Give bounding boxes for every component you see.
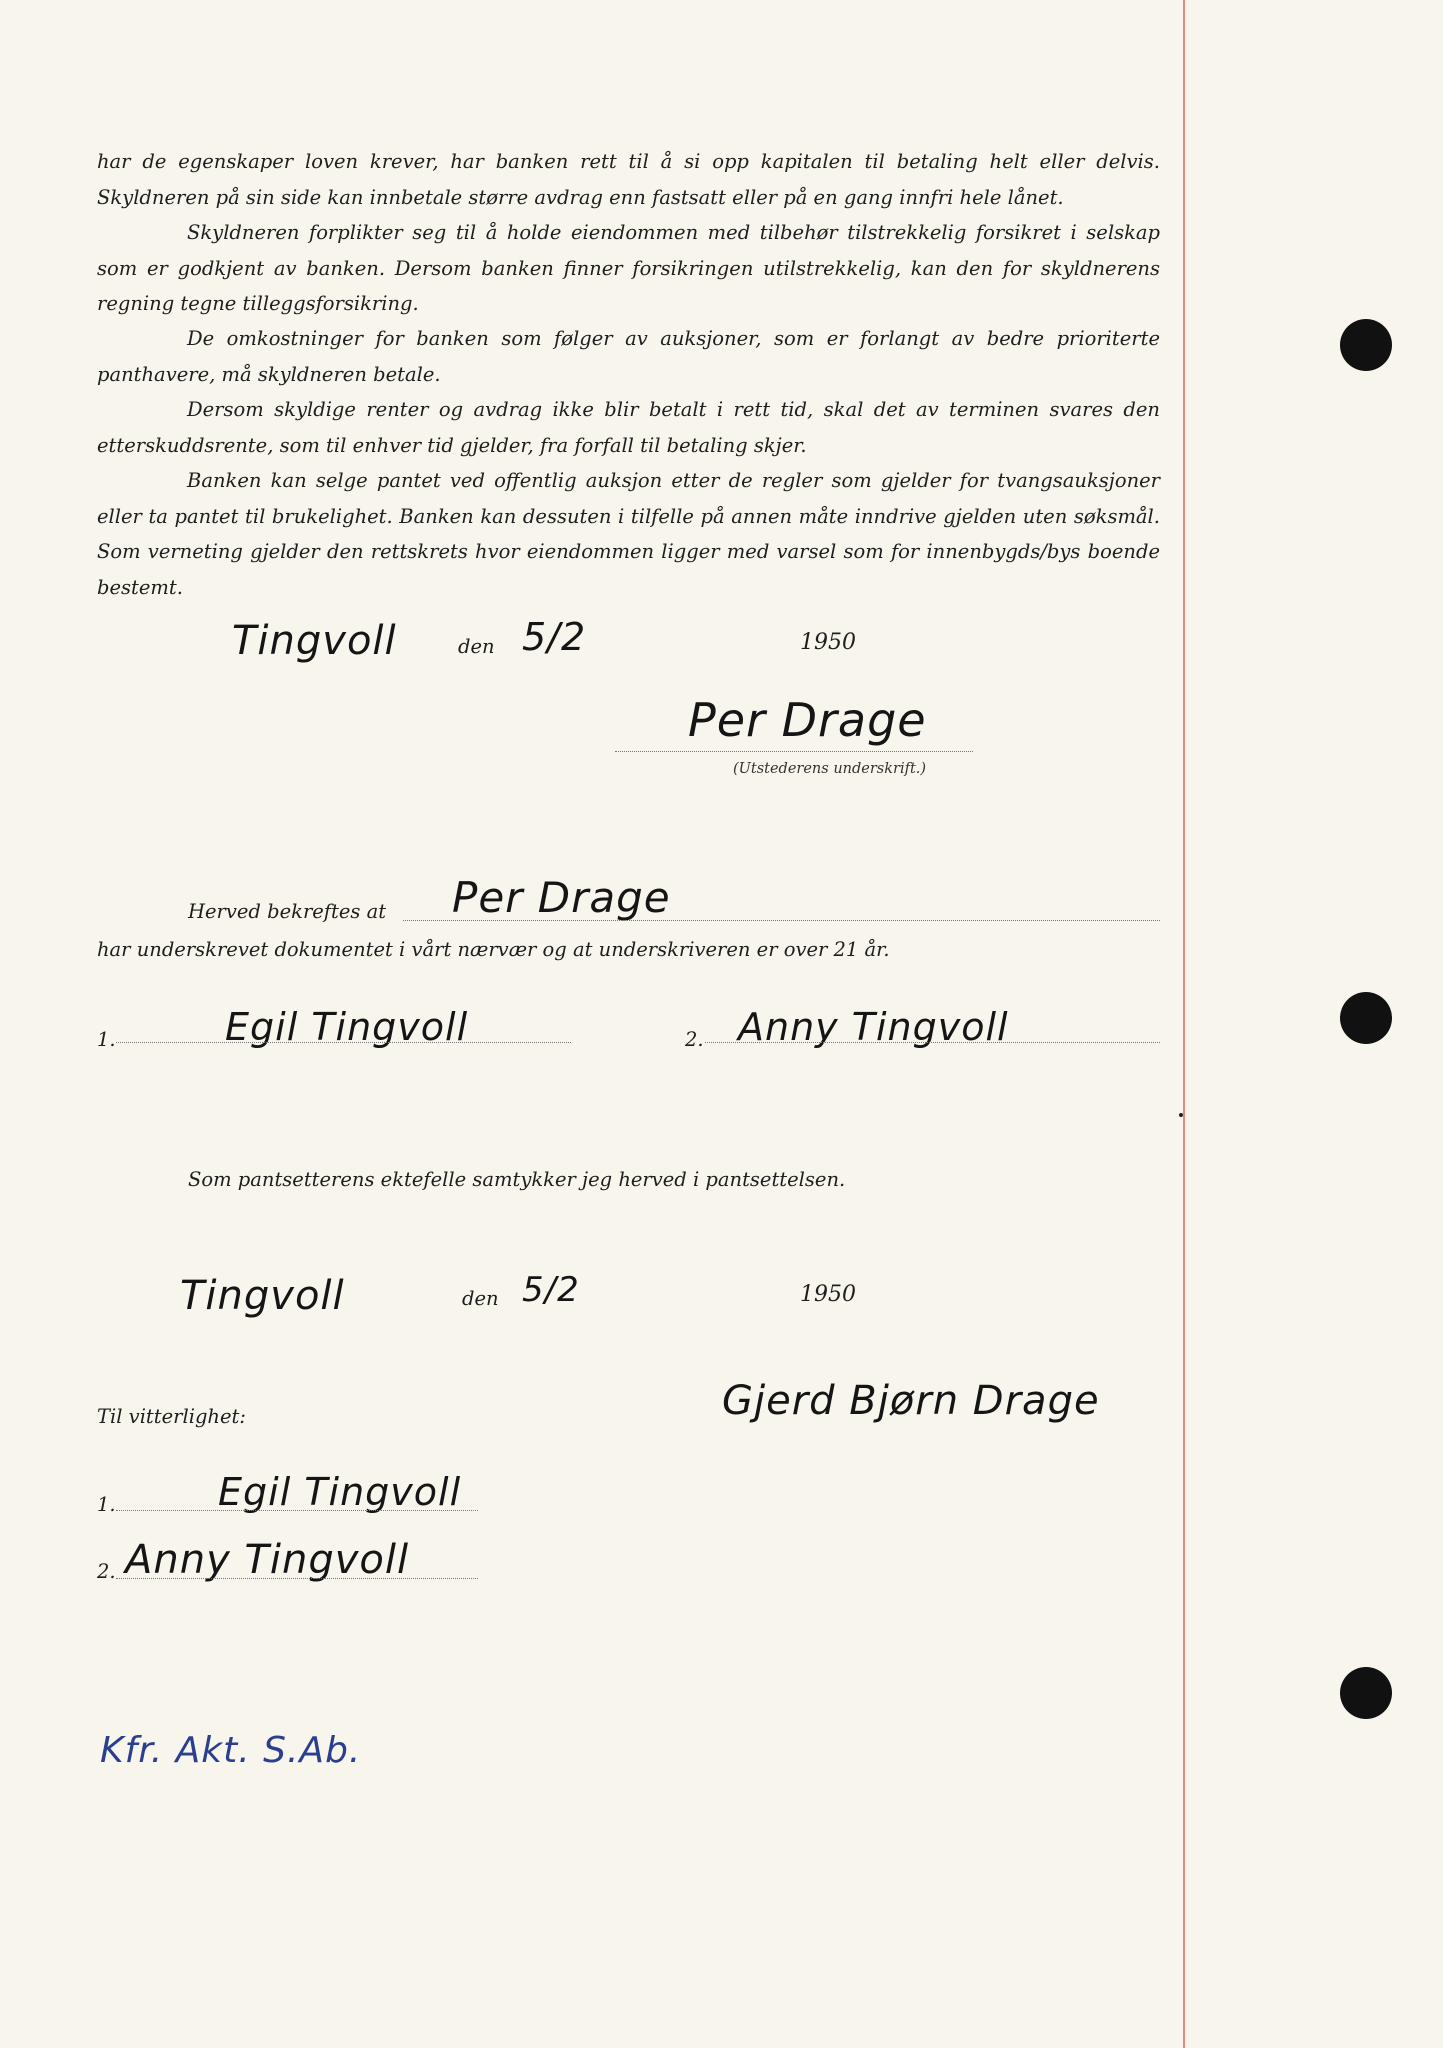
paragraph-5: Banken kan selge pantet ved offentlig auksjon etter de regler som gjelder for tvangsauksjoner eller ta pantet til brukelighet. Banken kan dessuten i tilfelle på annen måte inndrive gjelden uten søksmål. Som verneting gjelder den rettskrets hvor eiendommen ligger med varsel som for innenbygds/bys boende bestemt. xyxy=(97,469,1160,599)
witness-1-signature: Egil Tingvoll xyxy=(225,1005,469,1049)
date-handwritten: 5/2 xyxy=(522,615,587,659)
date-den-label: den xyxy=(458,635,495,658)
witnesses-2-signature: Anny Tingvoll xyxy=(125,1537,410,1583)
witnesses-title: Til vitterlighet: xyxy=(97,1405,246,1428)
confirmation-name-handwritten: Per Drage xyxy=(452,873,671,922)
signature-dotted-line xyxy=(615,751,973,752)
date-2-handwritten: 5/2 xyxy=(522,1270,580,1310)
confirmation-text: har underskrevet dokumentet i vårt nærvær og at underskriveren er over 21 år. xyxy=(97,938,890,961)
witness-1-dotted-line xyxy=(116,1042,571,1043)
witnesses-1-dotted-line xyxy=(116,1510,478,1511)
confirmation-prefix: Herved bekreftes at xyxy=(188,900,387,923)
spouse-consent-text: Som pantsetterens ektefelle samtykker jeg herved i pantsettelsen. xyxy=(188,1168,846,1191)
ink-speck xyxy=(1179,1113,1183,1117)
confirmation-dotted-line xyxy=(403,920,1160,921)
year-2: 1950 xyxy=(800,1282,856,1307)
punch-hole-middle xyxy=(1340,992,1392,1044)
place-handwritten: Tingvoll xyxy=(232,618,397,664)
margin-note-blue: Kfr. Akt. S.Ab. xyxy=(100,1730,362,1771)
witnesses-2-number: 2. xyxy=(97,1560,116,1583)
paragraph-4: Dersom skyldige renter og avdrag ikke blir betalt i rett tid, skal det av terminen svares den etterskuddsrente, som til enhver tid gjelder, fra forfall til betaling skjer. xyxy=(97,398,1160,457)
witnesses-1-signature: Egil Tingvoll xyxy=(218,1470,462,1514)
witnesses-1-number: 1. xyxy=(97,1493,116,1516)
issuer-signature: Per Drage xyxy=(688,693,927,747)
year: 1950 xyxy=(800,630,856,655)
paragraph-2: Skyldneren forplikter seg til å holde eiendommen med tilbehør tilstrekkelig forsikret i selskap som er godkjent av banken. Dersom banken finner forsikringen utilstrekkelig, kan den for skyldnerens regning tegne tilleggsforsikring. xyxy=(97,221,1160,315)
paragraph-1: har de egenskaper loven krever, har banken rett til å si opp kapitalen til betaling helt eller delvis. Skyldneren på sin side kan innbetale større avdrag enn fastsatt eller på en gang innfri hele lånet. xyxy=(97,150,1160,209)
spouse-signature: Gjerd Bjørn Drage xyxy=(722,1378,1100,1424)
witness-2-signature: Anny Tingvoll xyxy=(738,1005,1009,1049)
witnesses-2-dotted-line xyxy=(116,1578,478,1579)
margin-rule xyxy=(1183,0,1185,2048)
date-2-den-label: den xyxy=(462,1287,499,1310)
signature-caption: (Utstederens underskrift.) xyxy=(733,761,927,777)
witness-1-number: 1. xyxy=(97,1028,116,1051)
witness-2-number: 2. xyxy=(685,1028,704,1051)
punch-hole-bottom xyxy=(1340,1667,1392,1719)
punch-hole-top xyxy=(1340,319,1392,371)
place-2-handwritten: Tingvoll xyxy=(180,1273,345,1319)
witness-2-dotted-line xyxy=(705,1042,1160,1043)
paragraph-3: De omkostninger for banken som følger av auksjoner, som er forlangt av bedre prioriterte panthavere, må skyldneren betale. xyxy=(97,327,1160,386)
